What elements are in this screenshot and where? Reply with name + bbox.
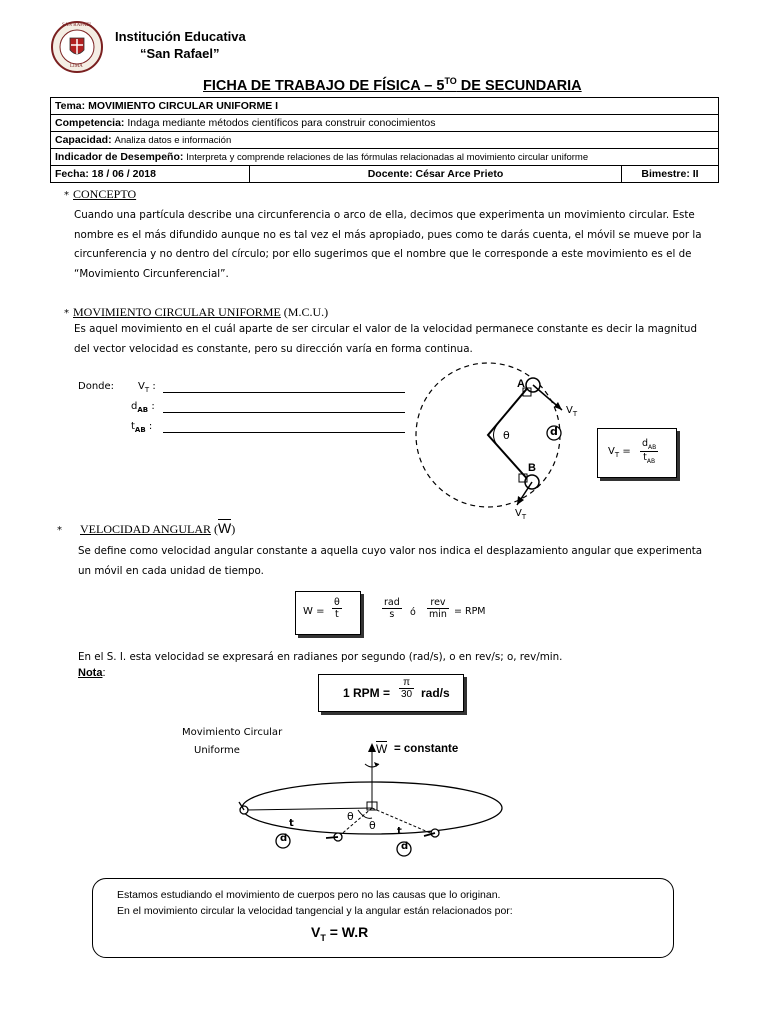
vt-formula-lhs-sub: T	[614, 451, 620, 459]
concepto-line-1: Cuando una partícula describe una circunferencia o arco de ella, decimos que experimenta un movimiento circular. Este	[74, 209, 695, 221]
t-label-right: t	[397, 826, 402, 837]
concepto-heading: CONCEPTO	[73, 187, 137, 201]
page-title	[203, 76, 582, 94]
mcu-heading-text: MOVIMIENTO CIRCULAR UNIFORME	[73, 305, 281, 319]
vt-formula-den-sub: AB	[646, 457, 656, 465]
nota-label	[78, 667, 106, 679]
rpm-fraction	[399, 677, 414, 700]
theta-label-2b: θ	[369, 819, 376, 832]
d-label-1: d	[550, 425, 558, 438]
diagram2-caption-line-1: Movimiento Circular	[182, 727, 283, 738]
var-tab-colon: :	[148, 421, 153, 432]
var-tab-row	[131, 421, 152, 434]
indicador-label: Indicador de Desempeño:	[55, 151, 184, 163]
logo-text-bottom: LIMA	[70, 64, 83, 69]
tema-row	[51, 98, 719, 115]
rpm-lhs: 1 RPM =	[343, 686, 391, 700]
donde-label: Donde:	[78, 381, 115, 392]
rpm-unit: rad/s	[421, 686, 450, 700]
footer-formula-rhs: = W.R	[325, 924, 369, 940]
va-open-paren: (	[214, 522, 218, 536]
institution-label: Institución Educativa	[115, 29, 246, 44]
docente-value: Docente: César Arce Prieto	[367, 168, 504, 180]
vt-top-symbol: V	[566, 405, 573, 416]
concepto-paragraph	[74, 206, 724, 284]
nota-text: Nota	[78, 667, 103, 679]
va-symbol: W	[218, 520, 232, 536]
vt-formula-num-sub: AB	[648, 443, 657, 451]
nota-colon: :	[102, 667, 106, 679]
bimestre-value: Bimestre: II	[641, 168, 699, 180]
va-close-paren: )	[231, 522, 236, 536]
fecha-cell	[51, 166, 250, 183]
info-table	[50, 97, 719, 183]
indicador-value: Interpreta y comprende relaciones de las fórmulas relacionadas al movimiento circular uniforme	[186, 152, 589, 163]
var-dab-colon: :	[151, 401, 155, 412]
va-line-1: Se define como velocidad angular constante a aquella cuyo valor nos indica el desplazamiento angular que experimenta	[78, 545, 703, 557]
units-rev: rev	[427, 597, 449, 609]
theta-label-2a: θ	[347, 810, 354, 823]
mcu-ellipse-diagram	[230, 740, 530, 865]
va-paragraph	[78, 542, 728, 581]
var-vt: V	[138, 381, 145, 392]
school-logo	[50, 20, 104, 74]
vt-formula-den: t	[643, 451, 647, 463]
fecha-value: Fecha: 18 / 06 / 2018	[55, 168, 156, 180]
bimestre-cell	[622, 166, 719, 183]
tema-value: MOVIMIENTO CIRCULAR UNIFORME I	[88, 100, 279, 112]
d-label-2a: d	[280, 833, 288, 844]
point-a-label: A	[517, 378, 525, 390]
units-result: = RPM	[454, 606, 486, 617]
vt-bottom-sub: T	[521, 513, 527, 521]
footer-formula	[311, 924, 368, 943]
vt-bottom-symbol: V	[515, 508, 522, 519]
var-tab-sub: AB	[134, 426, 146, 434]
rpm-num: π	[399, 677, 414, 689]
vt-top-sub: T	[572, 410, 578, 418]
footer-line-1: Estamos estudiando el movimiento de cuerpos pero no las causas que lo originan.	[117, 889, 501, 901]
vt-formula-lhs: V	[608, 446, 615, 457]
w-vector-label: W	[376, 742, 388, 756]
var-dab-row	[131, 401, 155, 414]
mcu-bullet: *	[64, 308, 69, 319]
title-superscript: TO	[444, 76, 457, 86]
var-vt-row	[138, 381, 156, 394]
theta-label-1: θ	[503, 429, 510, 442]
capacidad-value: Analiza datos e información	[114, 135, 232, 146]
title-rest: DE SECUNDARIA	[456, 77, 582, 94]
concepto-line-3: circunferencia y no dentro del círculo; por ello sugerimos que el nombre que le corresponde a este movimiento es el de	[74, 248, 692, 260]
mcu-heading	[73, 305, 328, 320]
rpm-den: 30	[401, 689, 413, 700]
units-s: s	[389, 609, 395, 620]
title-main: FICHA DE TRABAJO DE FÍSICA – 5	[203, 77, 445, 94]
blank-line-tab[interactable]	[163, 432, 405, 433]
vt-formula-box	[597, 428, 677, 478]
competencia-value: Indaga mediante métodos científicos para construir conocimientos	[127, 117, 436, 129]
t-label-left: t	[289, 818, 294, 829]
diagram2-caption-line-2: Uniforme	[194, 745, 240, 756]
units-rad-s	[382, 597, 402, 620]
capacidad-row	[51, 132, 719, 149]
concepto-line-2: nombre es el más difundido aunque no es tal vez el más apropiado, pues como te darás cuenta, el móvil se mueve por la	[74, 228, 702, 241]
units-min: min	[429, 609, 447, 620]
indicador-row	[51, 149, 719, 166]
var-dab-sub: AB	[137, 406, 149, 414]
w-formula-fraction	[332, 597, 342, 620]
w-formula-box	[295, 591, 361, 635]
w-formula-den: t	[335, 609, 339, 620]
concepto-bullet: *	[64, 190, 69, 201]
vt-formula-fraction	[640, 438, 658, 465]
units-rev-min	[427, 597, 449, 620]
va-bullet: *	[57, 525, 62, 536]
vt-label-bottom	[515, 508, 526, 521]
var-vt-colon: :	[152, 381, 156, 392]
blank-line-dab[interactable]	[163, 412, 405, 413]
mcu-line-1: Es aquel movimiento en el cuál aparte de ser circular el valor de la velocidad permanece constante es decir la magnitud	[74, 323, 697, 335]
mcu-heading-suffix: (M.C.U.)	[280, 305, 329, 319]
footer-box	[92, 878, 674, 958]
logo-text-top: SAN RAFAEL	[62, 23, 93, 28]
mcu-line-2: del vector velocidad es constante, pero su dirección varía en forma continua.	[74, 342, 473, 355]
blank-line-vt[interactable]	[163, 392, 405, 393]
units-rad: rad	[384, 597, 400, 608]
footer-formula-sub: T	[320, 932, 326, 943]
mcu-paragraph	[74, 320, 724, 359]
var-dab: d	[131, 401, 138, 412]
va-heading-text: VELOCIDAD ANGULAR	[80, 522, 211, 536]
footer-line-2: En el movimiento circular la velocidad tangencial y la angular están relacionados por:	[117, 905, 513, 917]
capacidad-label: Capacidad:	[55, 134, 112, 146]
constant-label: = constante	[394, 743, 459, 755]
tema-label: Tema:	[55, 100, 86, 112]
point-b-label: B	[528, 462, 536, 474]
vt-formula-eq: =	[622, 446, 631, 457]
rpm-box	[318, 674, 464, 712]
va-heading	[80, 520, 235, 537]
vt-label-top	[566, 405, 577, 418]
w-formula-num: θ	[334, 597, 340, 608]
footer-formula-lhs: V	[311, 924, 321, 940]
school-name: “San Rafael”	[140, 46, 220, 61]
docente-cell	[250, 166, 622, 183]
si-line: En el S. I. esta velocidad se expresará en radianes por segundo (rad/s), o en rev/s; o, rev/min.	[78, 651, 563, 663]
units-or: ó	[410, 607, 416, 618]
competencia-row	[51, 115, 719, 132]
competencia-label: Competencia:	[55, 117, 125, 129]
concepto-line-4: “Movimiento Circunferencial”.	[74, 267, 229, 280]
w-formula-lhs: W =	[303, 606, 325, 617]
var-tab: t	[131, 421, 135, 432]
var-vt-sub: T	[144, 386, 150, 394]
va-line-2: un móvil en cada unidad de tiempo.	[78, 564, 264, 577]
vt-formula-num: d	[642, 438, 649, 449]
d-label-2b: d	[401, 841, 409, 852]
